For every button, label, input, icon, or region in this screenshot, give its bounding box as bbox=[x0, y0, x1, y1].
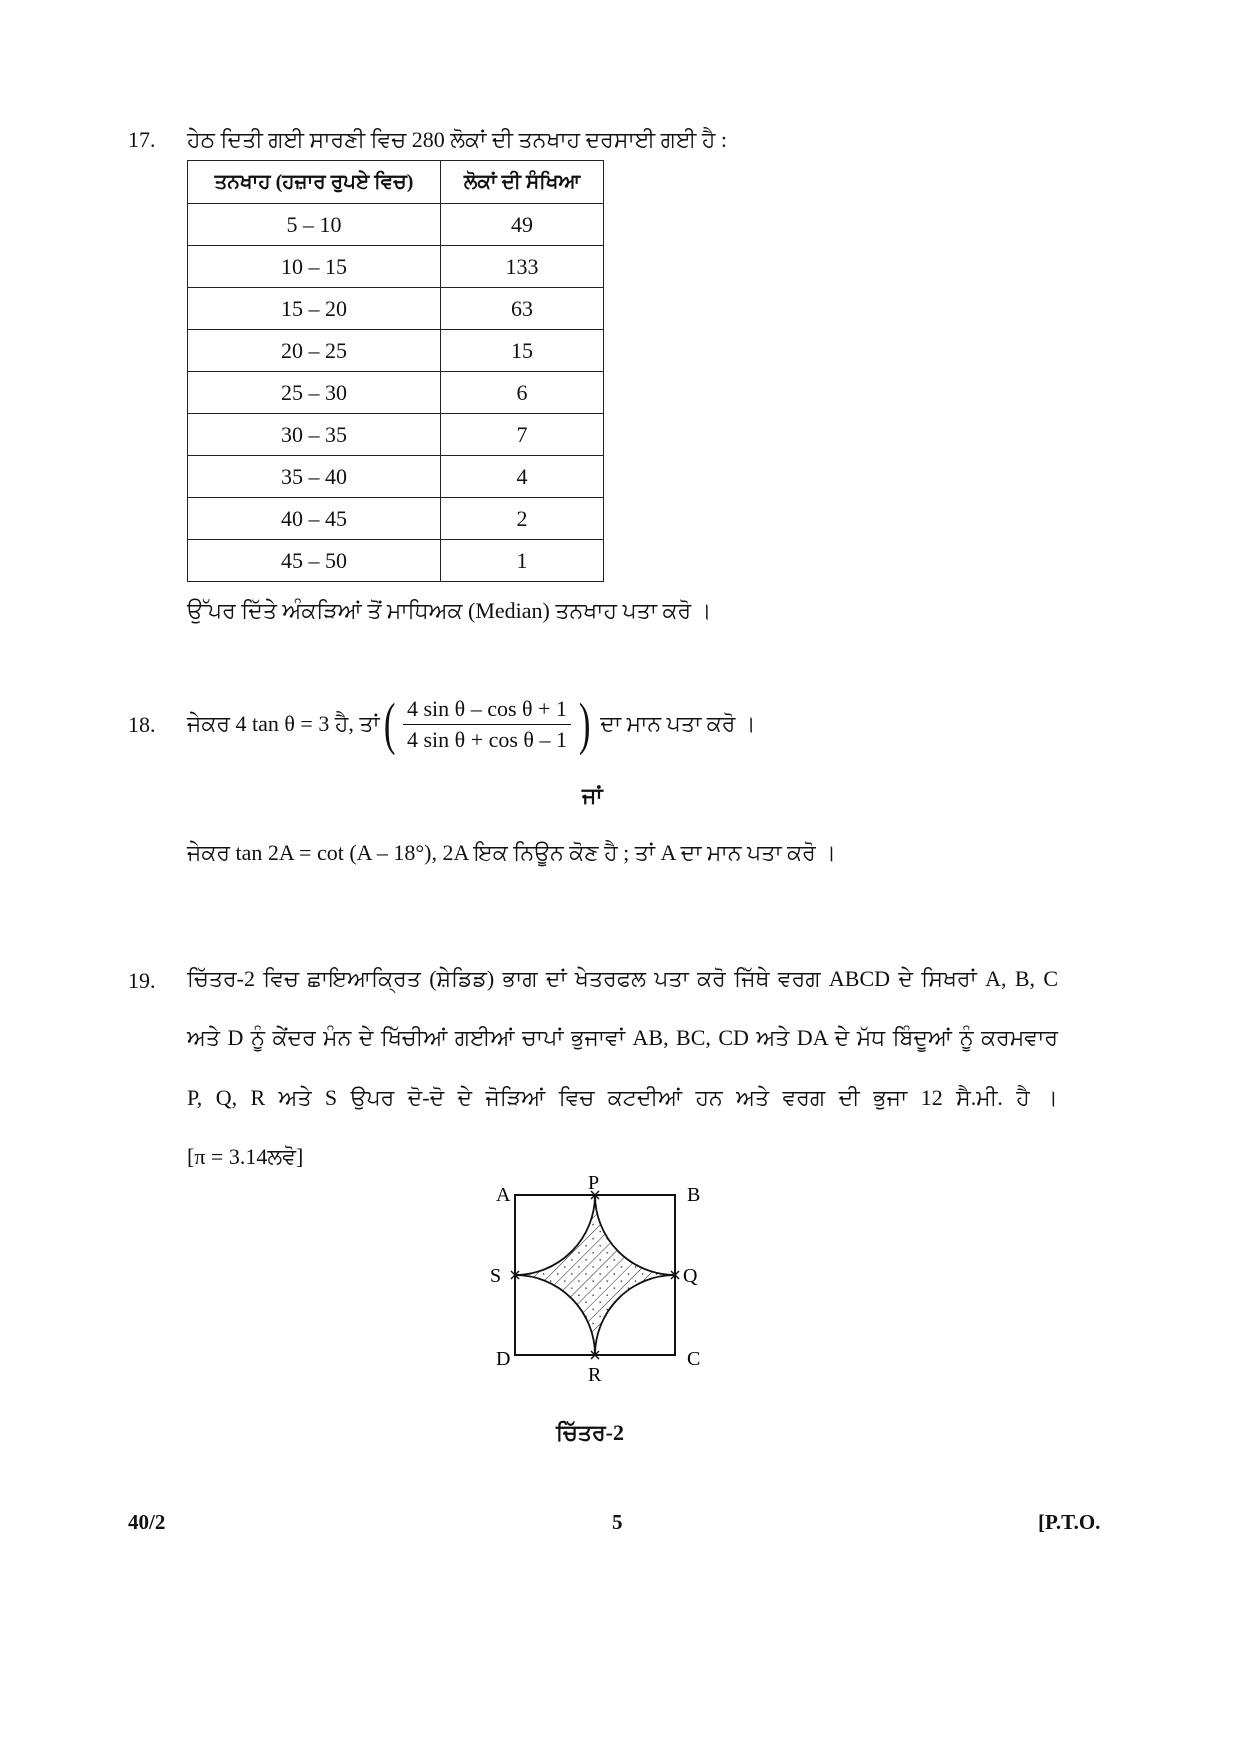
table-cell-people: 49 bbox=[441, 204, 604, 246]
table-cell-salary: 20 – 25 bbox=[188, 330, 441, 372]
figure-caption: ਚਿੱਤਰ-2 bbox=[556, 1420, 624, 1445]
left-paren: ( bbox=[383, 691, 396, 756]
right-paren: ) bbox=[578, 691, 591, 756]
table-cell-people: 1 bbox=[441, 540, 604, 582]
table-cell-salary: 45 – 50 bbox=[188, 540, 441, 582]
table-row bbox=[188, 498, 604, 540]
table-cell-people: 15 bbox=[441, 330, 604, 372]
table-cell-salary: 30 – 35 bbox=[188, 414, 441, 456]
table-row bbox=[188, 204, 604, 246]
q19-line2: ਅਤੇ D ਨੂੰ ਕੇਂਦਰ ਮੰਨ ਦੇ ਖਿੱਚੀਆਂ ਗਈਆਂ ਚਾਪਾਂ ਭੁਜਾਵਾਂ AB, BC, CD ਅਤੇ DA ਦੇ ਮੱਧ ਬਿੰਦੂਆਂ ਨੂੰ ਕਰਮਵਾਰ bbox=[187, 1025, 1058, 1050]
table-row bbox=[188, 246, 604, 288]
table-cell-salary: 5 – 10 bbox=[188, 204, 441, 246]
table-row bbox=[188, 414, 604, 456]
table-cell-people: 4 bbox=[441, 456, 604, 498]
table-header-row bbox=[188, 161, 604, 204]
label-p: P bbox=[588, 1175, 600, 1194]
label-r: R bbox=[588, 1364, 602, 1386]
table-cell-salary: 25 – 30 bbox=[188, 372, 441, 414]
figure-2 bbox=[480, 1175, 720, 1395]
table-cell-salary: 10 – 15 bbox=[188, 246, 441, 288]
q18-denominator: 4 sin θ + cos θ – 1 bbox=[406, 726, 567, 752]
table-cell-salary: 40 – 45 bbox=[188, 498, 441, 540]
table-row bbox=[188, 456, 604, 498]
q18-suffix: ਦਾ ਮਾਨ ਪਤਾ ਕਰੋ । bbox=[600, 711, 756, 736]
q19-line3: P, Q, R ਅਤੇ S ਉਪਰ ਦੋ-ਦੋ ਦੇ ਜੋੜਿਆਂ ਵਿਚ ਕਟਦੀਆਂ ਹਨ ਅਤੇ ਵਰਗ ਦੀ ਭੁਜਾ 12 ਸੈ.ਮੀ. ਹੈ । bbox=[187, 1085, 1058, 1110]
q18-or: ਜਾਂ bbox=[582, 783, 603, 808]
table-row bbox=[188, 540, 604, 582]
label-b: B bbox=[687, 1184, 701, 1206]
label-q: Q bbox=[683, 1265, 698, 1287]
table-cell-people: 133 bbox=[441, 246, 604, 288]
table-cell-salary: 35 – 40 bbox=[188, 456, 441, 498]
table-header-salary: ਤਨਖਾਹ (ਹਜ਼ਾਰ ਰੁਪਏ ਵਿਚ) bbox=[188, 161, 441, 204]
q18-fraction bbox=[403, 696, 571, 753]
q19-line4: [π = 3.14ਲਵੋ] bbox=[187, 1144, 304, 1169]
table-cell-people: 6 bbox=[441, 372, 604, 414]
table-cell-people: 63 bbox=[441, 288, 604, 330]
salary-table bbox=[187, 160, 604, 582]
table-cell-people: 7 bbox=[441, 414, 604, 456]
q18-alternative: ਜੇਕਰ tan 2A = cot (A – 18°), 2A ਇਕ ਨਿਊਨ ਕੋਣ ਹੈ ; ਤਾਂ A ਦਾ ਮਾਨ ਪਤਾ ਕਰੋ । bbox=[187, 840, 837, 865]
q17-question: ਉੱਪਰ ਦਿੱਤੇ ਅੰਕੜਿਆਂ ਤੋਂ ਮਾਧਿਅਕ (Median) ਤਨਖਾਹ ਪਤਾ ਕਰੋ । bbox=[187, 598, 712, 623]
q18-number: 18. bbox=[128, 712, 156, 737]
table-row bbox=[188, 330, 604, 372]
label-s: S bbox=[490, 1265, 502, 1287]
table-cell-people: 2 bbox=[441, 498, 604, 540]
table-cell-salary: 15 – 20 bbox=[188, 288, 441, 330]
shaded-region bbox=[515, 1195, 675, 1355]
page-number: 5 bbox=[612, 1510, 623, 1534]
table-row bbox=[188, 288, 604, 330]
q19-line1: ਚਿੱਤਰ-2 ਵਿਚ ਛਾਇਆਕ੍ਰਿਤ (ਸ਼ੇਡਿਡ) ਭਾਗ ਦਾਂ ਖੇਤਰਫਲ ਪਤਾ ਕਰੋ ਜਿੱਥੇ ਵਰਗ ABCD ਦੇ ਸਿਖਰਾਂ A, B, C bbox=[187, 966, 1058, 991]
pto-label: [P.T.O. bbox=[1038, 1510, 1101, 1534]
table-header-people: ਲੋਕਾਂ ਦੀ ਸੰਖਿਆ bbox=[441, 161, 604, 204]
paper-code: 40/2 bbox=[128, 1510, 166, 1534]
q18-prefix: ਜੇਕਰ 4 tan θ = 3 ਹੈ, ਤਾਂ bbox=[187, 711, 380, 736]
label-c: C bbox=[687, 1348, 701, 1370]
q19-number: 19. bbox=[128, 968, 156, 993]
q17-number: 17. bbox=[128, 127, 156, 152]
q18-numerator: 4 sin θ – cos θ + 1 bbox=[403, 696, 571, 725]
q18-expression bbox=[187, 684, 756, 764]
q17-intro: ਹੇਠ ਦਿਤੀ ਗਈ ਸਾਰਣੀ ਵਿਚ 280 ਲੋਕਾਂ ਦੀ ਤਨਖਾਹ ਦਰਸਾਈ ਗਈ ਹੈ : bbox=[187, 127, 728, 152]
label-a: A bbox=[496, 1184, 511, 1206]
table-row bbox=[188, 372, 604, 414]
label-d: D bbox=[496, 1348, 511, 1370]
